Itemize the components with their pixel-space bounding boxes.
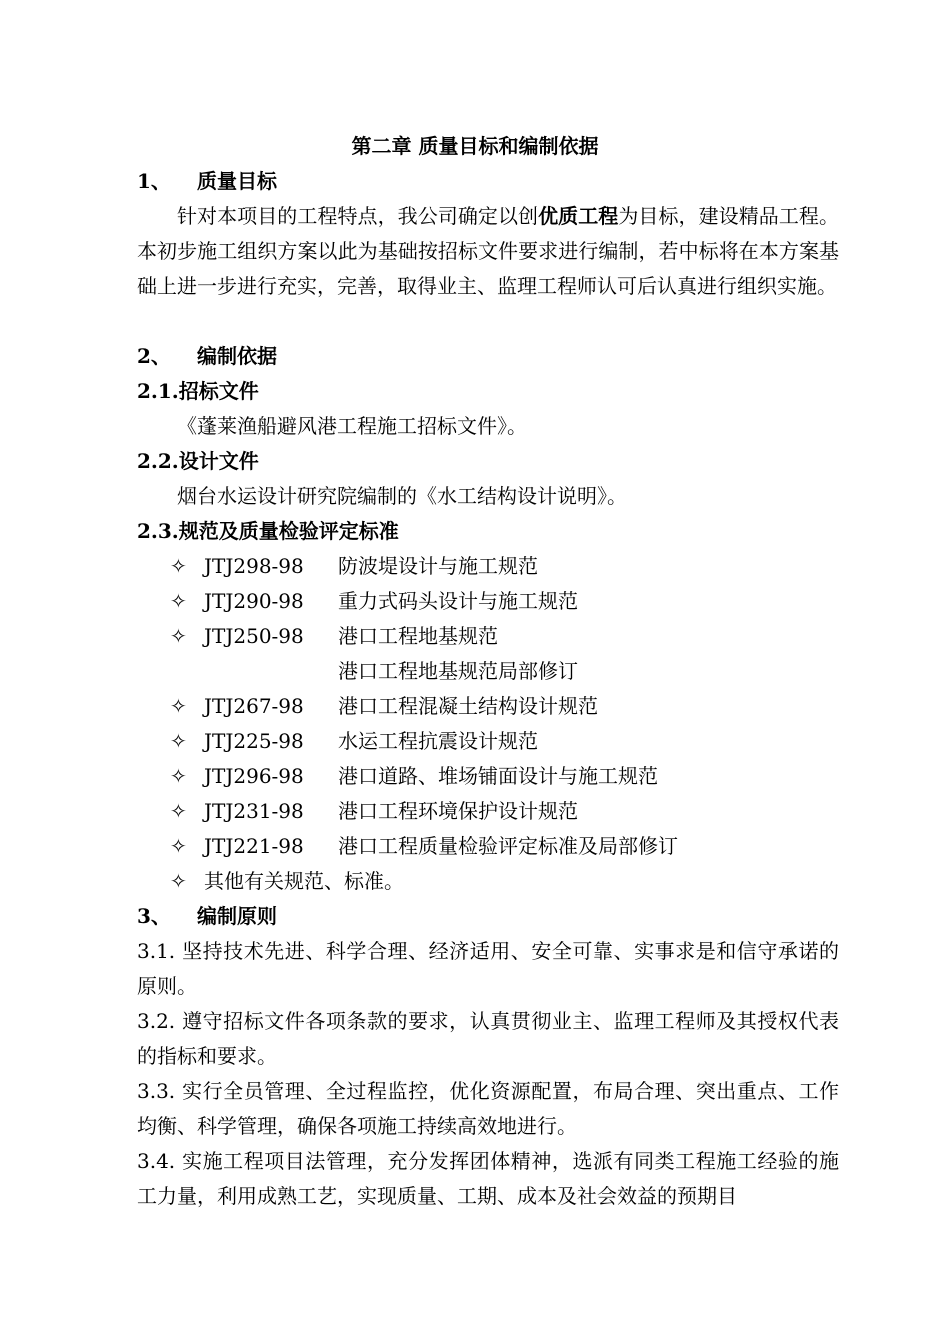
diamond-bullet-icon: ✧ — [170, 834, 187, 858]
standard-item: ✧ JTJ290-98 重力式码头设计与施工规范 — [170, 589, 578, 613]
standard-item: ✧ JTJ225-98 水运工程抗震设计规范 — [170, 729, 538, 753]
principle-paragraph: 3.4. 实施工程项目法管理，充分发挥团体精神，选派有同类工程施工经验的施工力量，利用成熟工艺，实现质量、工期、成本及社会效益的预期目 — [137, 1149, 839, 1208]
subsection-2-1-heading: 2.1.招标文件 — [137, 379, 259, 403]
subsection-2-3-heading: 2.3.规范及质量检验评定标准 — [137, 519, 399, 543]
design-document-text: 烟台水运设计研究院编制的《水工结构设计说明》。 — [177, 484, 627, 508]
section-title: 编制依据 — [197, 344, 277, 368]
standard-item: ✧ JTJ231-98 港口工程环境保护设计规范 — [170, 799, 578, 823]
standard-item: ✧ JTJ250-98 港口工程地基规范 — [170, 624, 498, 648]
principle-paragraph: 3.1. 坚持技术先进、科学合理、经济适用、安全可靠、实事求是和信守承诺的原则。 — [137, 939, 839, 998]
principle-paragraph: 3.2. 遵守招标文件各项条款的要求，认真贯彻业主、监理工程师及其授权代表的指标和要求。 — [137, 1009, 839, 1068]
section-title: 质量目标 — [197, 169, 277, 193]
tender-document-text: 《蓬莱渔船避风港工程施工招标文件》。 — [177, 414, 527, 438]
principle-paragraph: 3.3. 实行全员管理、全过程监控，优化资源配置，布局合理、突出重点、工作均衡、科学管理，确保各项施工持续高效地进行。 — [137, 1079, 839, 1138]
standard-item-continuation: 港口工程地基规范局部修订 — [338, 659, 578, 683]
diamond-bullet-icon: ✧ — [170, 799, 187, 823]
diamond-bullet-icon: ✧ — [170, 589, 187, 613]
chapter-title: 第二章 质量目标和编制依据 — [351, 134, 599, 158]
quality-goal-paragraph: 针对本项目的工程特点，我公司确定以创优质工程为目标，建设精品工程。本初步施工组织方案以此为基础按招标文件要求进行编制，若中标将在本方案基础上进一步进行充实，完善，取得业主、监理工程师认可后认真进行组织实施。 — [137, 204, 839, 298]
section-number: 1、 — [137, 169, 171, 193]
emphasis-text: 优质工程 — [538, 204, 619, 228]
diamond-bullet-icon: ✧ — [170, 694, 187, 718]
section-number: 3、 — [137, 904, 171, 928]
section-2-heading — [137, 343, 277, 369]
section-3-heading — [137, 903, 277, 929]
diamond-bullet-icon: ✧ — [170, 624, 187, 648]
section-number: 2、 — [137, 344, 171, 368]
standard-item: ✧ JTJ221-98 港口工程质量检验评定标准及局部修订 — [170, 834, 678, 858]
diamond-bullet-icon: ✧ — [170, 764, 187, 788]
section-1-heading — [137, 168, 277, 194]
diamond-bullet-icon: ✧ — [170, 729, 187, 753]
standard-item: ✧ JTJ298-98 防波堤设计与施工规范 — [170, 554, 538, 578]
diamond-bullet-icon: ✧ — [170, 869, 187, 893]
standard-item: ✧ JTJ296-98 港口道路、堆场铺面设计与施工规范 — [170, 764, 658, 788]
section-title: 编制原则 — [197, 904, 277, 928]
diamond-bullet-icon: ✧ — [170, 554, 187, 578]
standard-item: ✧ JTJ267-98 港口工程混凝土结构设计规范 — [170, 694, 598, 718]
standard-item: ✧ 其他有关规范、标准。 — [170, 869, 404, 893]
subsection-2-2-heading: 2.2.设计文件 — [137, 449, 259, 473]
